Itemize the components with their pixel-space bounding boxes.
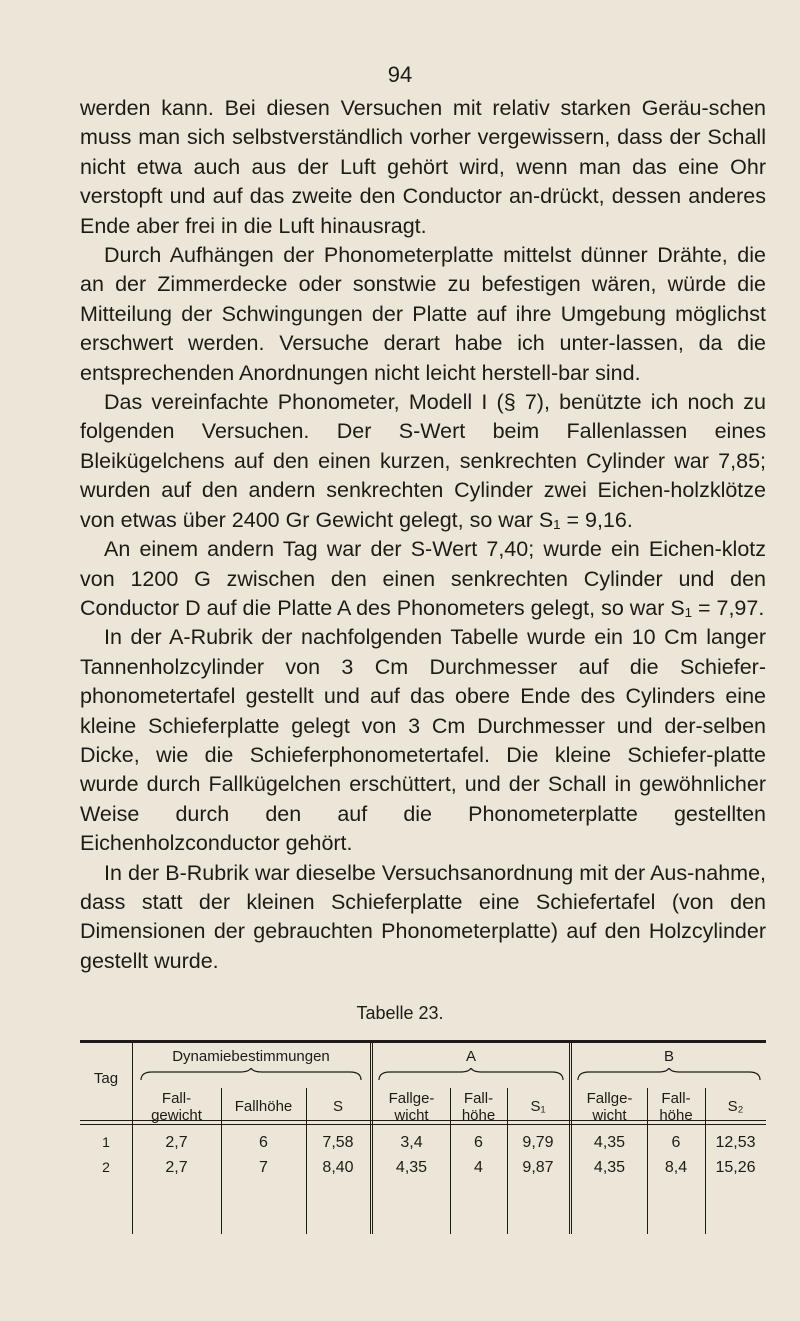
column-header-a-fallgewicht (373, 1090, 450, 1124)
brace-dynamik (140, 1068, 362, 1082)
column-header-s1: S₁ (530, 1098, 546, 1115)
paragraph: In der B-Rubrik war dieselbe Versuchsanordnung mit der Aus-nahme, dass statt der kleinen Schieferplatte eine Schiefertafel (von den Dimensionen der gebrauchten Phonometerplatte) auf den Holzcylinder gestellt wurde. (80, 860, 766, 973)
paragraph: werden kann. Bei diesen Versuchen mit relativ starken Geräu-schen muss man sich selbstverständlich vorher vergewissern, dass der Schall nicht etwa auch aus der Luft gehört wird, wenn man das eine Ohr verstopft und auf das zweite den Conductor an-drückt, dessen anderes Ende aber frei in die Luft hinausragt. (80, 96, 766, 238)
header-line: wicht (394, 1107, 429, 1124)
header-line: Fall- (661, 1090, 691, 1107)
table-cell: 4,35 (593, 1134, 626, 1151)
paragraph: Durch Aufhängen der Phonometerplatte mittelst dünner Drähte, die an der Zimmerdecke oder sonstwie zu befestigen wären, würde die Mitteilung der Schwingungen der Platte auf ihre Umgebung möglichst erschwert werden. Versuche derart habe ich unter-lassen, da die entsprechenden Anordnungen nicht leicht herstell-bar sind. (80, 243, 766, 385)
header-line: Fall- (463, 1090, 494, 1107)
table-cell: 2,7 (165, 1159, 188, 1176)
table-cell: 7 (259, 1159, 268, 1176)
table-cell: 12,53 (715, 1134, 756, 1151)
table-cell: 8,4 (664, 1159, 688, 1176)
table-cell: 2,7 (165, 1134, 188, 1151)
data-table (80, 1040, 766, 1280)
table-cell: 3,4 (400, 1134, 423, 1151)
column-header-s: S (332, 1098, 343, 1115)
paragraph: Das vereinfachte Phonometer, Modell I (§ 7), benützte ich noch zu folgenden Versuchen. Der S-Wert beim Fallenlassen eines Bleikügelchens auf den einen kurzen, senkrechten Cylinder war 7,85; wurden auf den andern senkrechten Cylinder zwei Eichen-holzklötze von etwas über 2400 Gr Gewicht gelegt, so war S₁ = 9,16. (80, 390, 766, 532)
brace-b (577, 1068, 761, 1082)
table-cell: 4 (474, 1159, 483, 1176)
header-line: Fallge- (586, 1090, 633, 1107)
table-cell: 9,87 (522, 1159, 554, 1176)
column-header-s2: S₂ (727, 1098, 744, 1115)
brace-a (378, 1068, 564, 1082)
header-line: Fall- (161, 1090, 192, 1107)
header-line: höhe (461, 1107, 496, 1124)
body-text (80, 94, 766, 976)
column-header-fallgewicht (132, 1090, 221, 1124)
table-cell: 2 (102, 1159, 110, 1175)
header-line: gewicht (151, 1107, 202, 1124)
header-line: höhe (659, 1107, 693, 1124)
table-cell: 4,35 (395, 1159, 428, 1176)
table-cell: 8,40 (322, 1159, 354, 1176)
table-caption: Tabelle 23. (356, 1003, 444, 1023)
table-top-rule (80, 1040, 766, 1043)
table-cell: 7,58 (322, 1134, 354, 1151)
column-header-tag: Tag (93, 1070, 119, 1087)
header-line: Fallge- (388, 1090, 435, 1107)
table-cell: 15,26 (715, 1159, 756, 1176)
paragraph: An einem andern Tag war der S-Wert 7,40; wurde ein Eichen-klotz von 1200 G zwischen den einen senkrechten Cylinder und den Conductor D auf die Platte A des Phonometers gelegt, so war S₁ = 7,97. (80, 537, 766, 620)
page-number: 94 (387, 62, 413, 87)
table-cell: 4,35 (593, 1159, 626, 1176)
paragraph: In der A-Rubrik der nachfolgenden Tabelle wurde ein 10 Cm langer Tannenholzcylinder von 3 Cm Durchmesser auf die Schiefer-phonometertafel gestellt und auf das obere Ende des Cylinders eine kleine Schieferplatte gelegt von 3 Cm Durchmesser und der-selben Dicke, wie die Schieferphonometertafel. Die kleine Schiefer-platte wurde durch Fallkügelchen erschüttert, und der Schall in gewöhnlicher Weise durch den auf die Phonometerplatte gestellten Eichenholzconductor gehört. (80, 625, 766, 856)
table-cell: 9,79 (522, 1134, 554, 1151)
table-header-rule (80, 1124, 766, 1125)
group-header-dynamik: Dynamiebestimmungen (172, 1048, 330, 1065)
group-header-a: A (465, 1048, 476, 1065)
group-header-b: B (663, 1048, 674, 1065)
header-line: wicht (592, 1107, 627, 1124)
column-header-a-fallhoehe (450, 1090, 507, 1124)
column-header-b-fallhoehe (647, 1090, 705, 1124)
column-header-fallhoehe: Fallhöhe (234, 1098, 293, 1115)
table-cell: 1 (102, 1134, 110, 1150)
table-cell: 6 (259, 1134, 268, 1151)
table-cell: 6 (474, 1134, 483, 1151)
column-header-b-fallgewicht (572, 1090, 647, 1124)
table-cell: 6 (671, 1134, 681, 1151)
